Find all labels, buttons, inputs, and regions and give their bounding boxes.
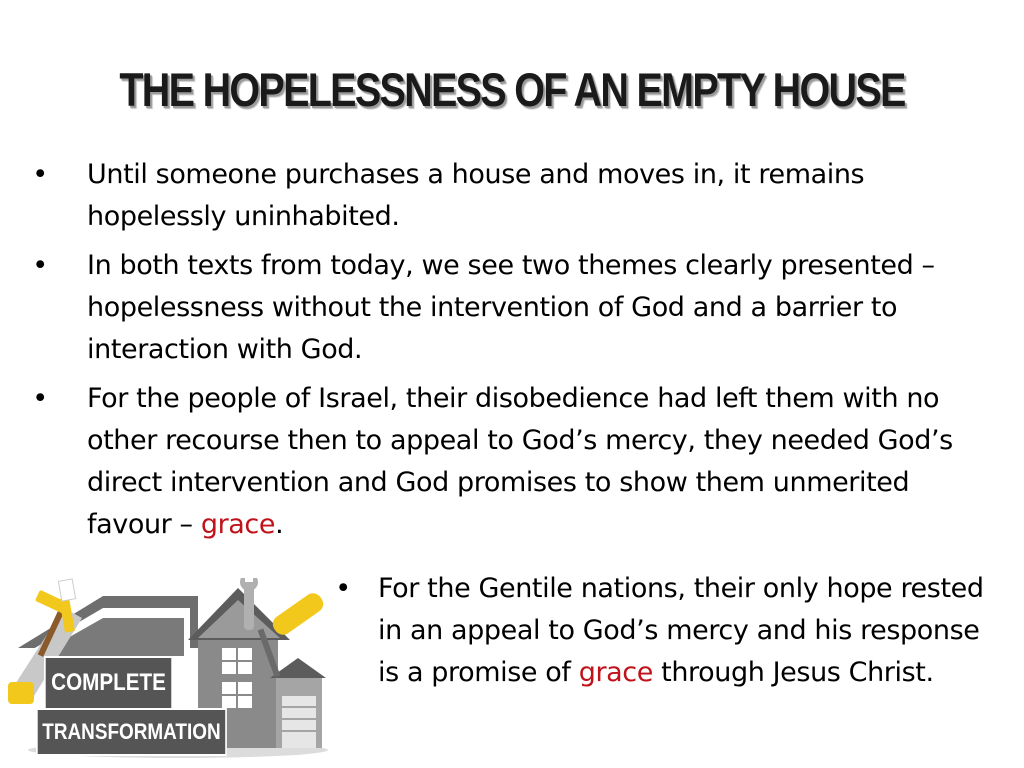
bullet-text: In both texts from today, we see two themes clearly presented – hopelessness without the intervention of God and a barrier to interaction with God. — [87, 250, 935, 365]
slide-title: THE HOPELESSNESS OF AN EMPTY HOUSE — [119, 63, 905, 116]
bullet-text-before: For the people of Israel, their disobedience had left them with no other recourse then to appeal to God’s mercy, they needed God’s direct intervention and God promises to show them unmerited favour – — [87, 383, 953, 540]
bullet-list-secondary — [333, 568, 993, 701]
bullet-dot: • — [32, 159, 48, 190]
bullet-text — [87, 383, 953, 540]
bullet-list — [30, 154, 980, 553]
bullet-text-after: . — [275, 509, 284, 540]
grace-highlight: grace — [200, 509, 276, 540]
bullet-text-before: For the Gentile nations, their only hope rested in an appeal to God’s mercy and his response is a promise of — [378, 573, 984, 688]
bullet-dot: • — [32, 250, 48, 281]
bullet-item — [30, 154, 980, 238]
complete-banner: COMPLETE — [44, 656, 173, 710]
transformation-banner: TRANSFORMATION — [36, 708, 227, 756]
bullet-text-after: through Jesus Christ. — [652, 657, 934, 688]
bullet-item — [30, 245, 980, 371]
bullet-dot: • — [32, 383, 48, 414]
bullet-item — [30, 378, 980, 546]
grace-highlight: grace — [578, 657, 653, 688]
bullet-text: Until someone purchases a house and moves in, it remains hopelessly uninhabited. — [87, 159, 865, 232]
bullet-item — [333, 568, 993, 694]
bullet-text — [378, 573, 984, 688]
bullet-dot: • — [335, 573, 351, 604]
